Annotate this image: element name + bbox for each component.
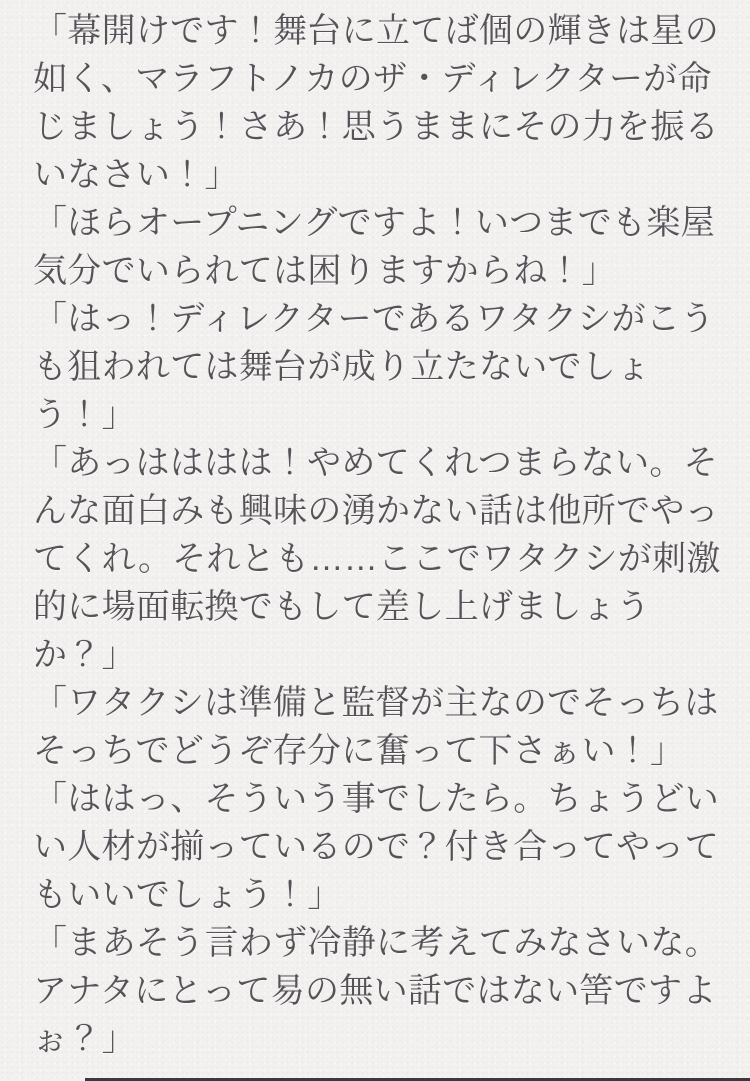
dialogue-paragraph [33, 439, 724, 679]
text-line: 「あっはははは！やめてくれつまらない。そ [33, 444, 718, 482]
text-line: 「ははっ、そういう事でしたら。ちょうどい [33, 780, 719, 818]
text-line: もいいでしょう！」 [33, 876, 342, 914]
text-line: い人材が揃っているので？付き合ってやって [33, 828, 719, 866]
dialogue-paragraph [33, 775, 724, 919]
text-line: 「幕開けです！舞台に立てば個の輝きは星の [33, 12, 719, 50]
text-line: 「まあそう言わず冷静に考えてみなさいな。 [33, 924, 719, 962]
text-line: てくれ。それとも……ここでワタクシが刺激 [33, 540, 721, 578]
text-line: 「はっ！ディレクターであるワタクシがこう [33, 300, 715, 338]
dialogue-paragraph [33, 679, 724, 775]
dialogue-paragraph [33, 199, 724, 295]
text-line: か？」 [33, 636, 136, 674]
dialogue-text-block [33, 7, 724, 1063]
text-line: アナタにとって易の無い話ではない筈ですよ [33, 972, 717, 1010]
dialogue-paragraph [33, 7, 724, 199]
text-line: じましょう！さあ！思うままにその力を振る [33, 108, 719, 146]
text-line: 気分でいられては困りますからね！」 [33, 252, 617, 290]
text-line: 的に場面転換でもして差し上げましょう [33, 588, 651, 626]
text-line: 「ほらオープニングですよ！いつまでも楽屋 [33, 204, 715, 242]
text-line: 「ワタクシは準備と監督が主なのでそっちは [33, 684, 719, 722]
text-line: も狙われては舞台が成り立たないでしょ [33, 348, 651, 386]
dialogue-paragraph [33, 919, 724, 1063]
text-line: いなさい！」 [33, 156, 239, 194]
text-line: そっちでどうぞ存分に奮って下さぁい！」 [33, 732, 685, 770]
text-line: 如く、マラフトノカのザ・ディレクターが命 [33, 60, 712, 98]
text-line: ぉ？」 [33, 1020, 136, 1058]
text-line: う！」 [33, 396, 136, 434]
dialogue-paragraph [33, 295, 724, 439]
text-line: んな面白みも興味の湧かない話は他所でやっ [33, 492, 719, 530]
